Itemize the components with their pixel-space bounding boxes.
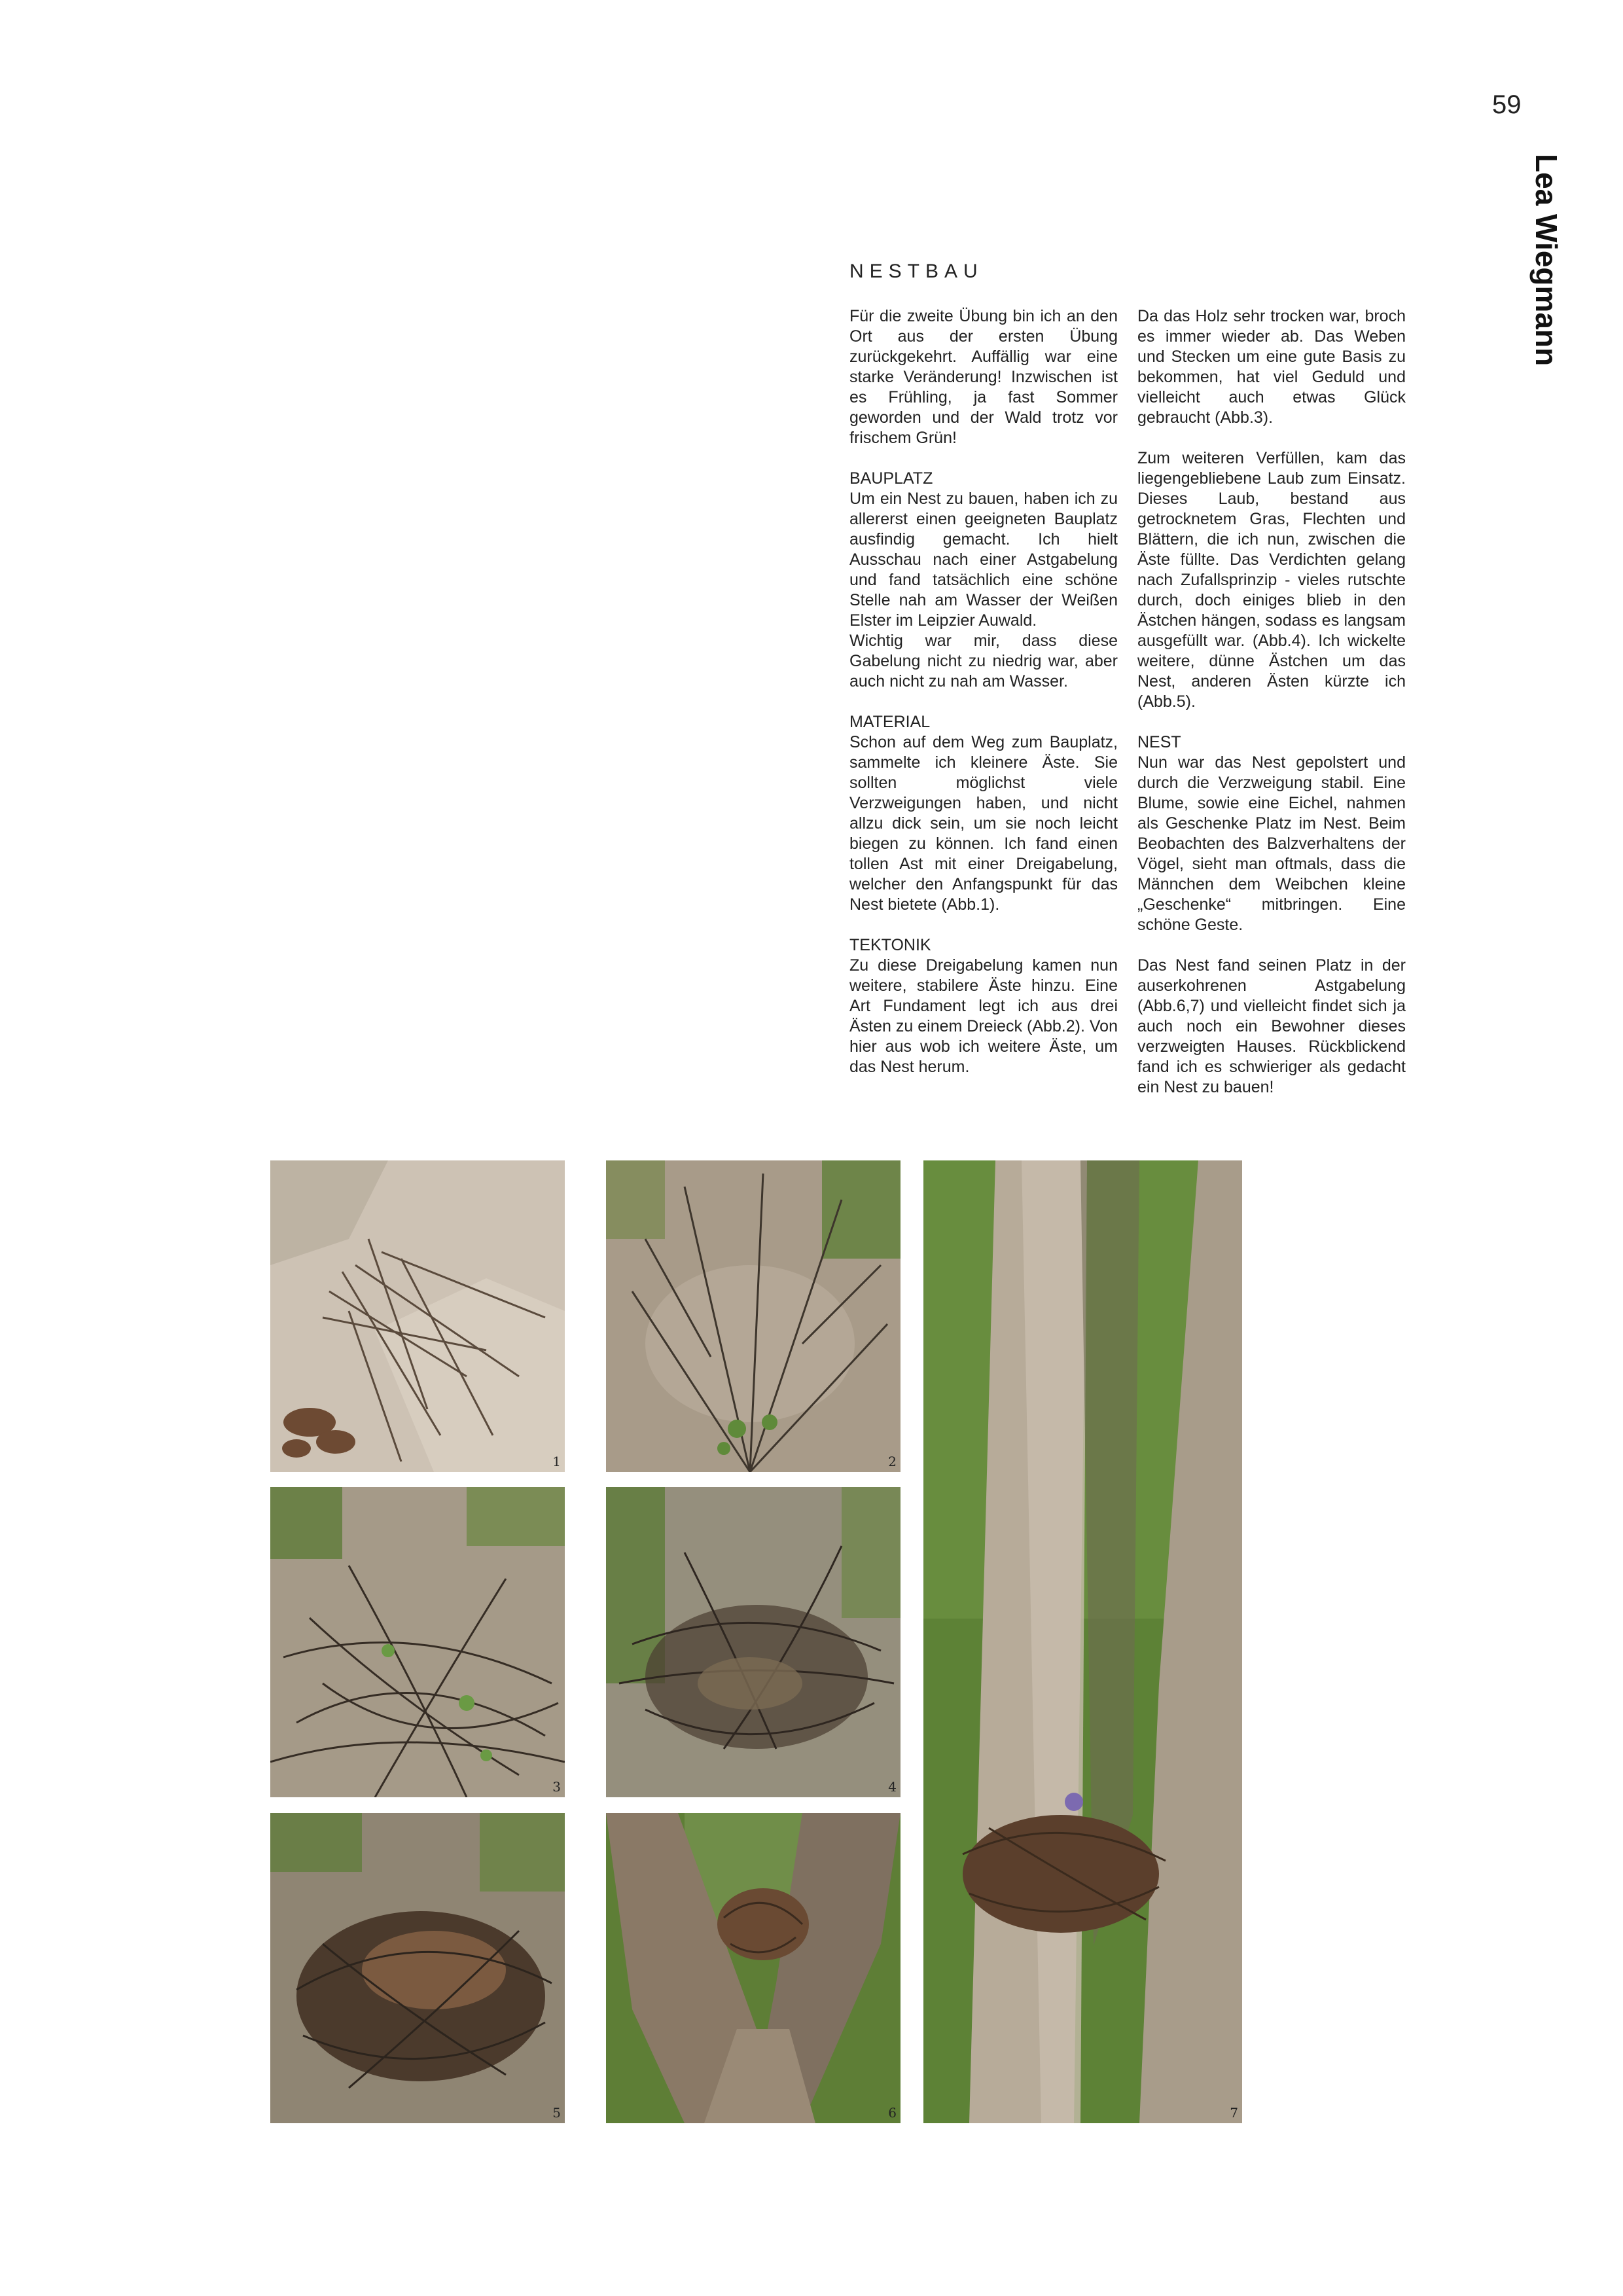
tektonik-text: Zu diese Dreigabelung kamen nun weitere, stabilere Äste hinzu. Eine Art Fundament legt ich aus drei Ästen zu einem Dreieck (Abb.2). Von hier aus wob ich weitere Äste, um das Nest herum. — [849, 956, 1118, 1076]
photo-2-branch-base — [606, 1160, 901, 1472]
section-tektonik — [849, 935, 1118, 1077]
figure-number: 2 — [888, 1454, 897, 1469]
figure-number: 5 — [552, 2105, 561, 2121]
photo-5-finished-nest — [270, 1813, 565, 2123]
paragraph-wood: Da das Holz sehr trocken war, broch es immer wieder ab. Das Weben und Stecken um eine gute Basis zu bekommen, hat viel Geduld und vielleicht auch etwas Glück gebraucht (Abb.3). — [1137, 307, 1406, 427]
bauplatz-heading: BAUPLATZ — [849, 469, 933, 488]
figure-number: 4 — [888, 1779, 897, 1795]
author-name: Lea Wiegmann — [1529, 154, 1563, 367]
photo-1-branches-on-ground — [270, 1160, 565, 1472]
paragraph-conclusion: Das Nest fand seinen Platz in der auserkohrenen Astgabelung (Abb.6,7) und vielleicht findet sich ja auch noch ein Bewohner dieses verzweigten Hauses. Rückblickend fand ich es schwieriger als gedacht ein Nest zu bauen! — [1137, 956, 1406, 1096]
photo-7-nest-between-trunks — [923, 1160, 1242, 2123]
material-text: Schon auf dem Weg zum Bauplatz, sammelte ich kleinere Äste. Sie sollten möglichst viele Verzweigungen haben, und nicht allzu dick sein, um sie noch leicht biegen zu können. Ich fand einen tollen Ast mit einer Dreigabelung, welcher den Anfangspunkt für das Nest bietete (Abb.1). — [849, 733, 1118, 914]
figure-number: 7 — [1230, 2105, 1238, 2121]
intro-paragraph: Für die zweite Übung bin ich an den Ort aus der ersten Übung zurückgekehrt. Auffällig war eine starke Veränderung! Inzwischen ist es Frühling, ja fast Sommer geworden und der Wald trotz vor frischem Grün! — [849, 307, 1118, 447]
figure-number: 1 — [552, 1454, 561, 1469]
section-material — [849, 712, 1118, 915]
section-bauplatz — [849, 469, 1118, 631]
photo-6-nest-in-tree-fork — [606, 1813, 901, 2123]
photo-4-filled-nest — [606, 1487, 901, 1797]
text-column-right — [1137, 306, 1406, 1118]
paragraph-filling: Zum weiteren Verfüllen, kam das liegengebliebene Laub zum Einsatz. Dieses Laub, bestand aus getrocknetem Gras, Flechten und Blättern, die ich nun, zwischen die Äste füllte. Das Verdichten gelang nach Zufallsprinzip - vieles rutschte durch, doch einiges blieb in den Ästchen hängen, sodass es langsam ausgefüllt war. (Abb.4). Ich wickelte weitere, dünne Ästchen um das Nest, anderen Ästen kürzte ich (Abb.5). — [1137, 449, 1406, 711]
figure-number: 6 — [888, 2105, 897, 2121]
material-heading: MATERIAL — [849, 713, 931, 731]
bauplatz-text-2: Wichtig war mir, dass diese Gabelung nicht zu niedrig war, aber auch nicht zu nah am Wasser. — [849, 632, 1118, 691]
nest-text: Nun war das Nest gepolstert und durch die Verzweigung stabil. Eine Blume, sowie eine Eichel, nahmen als Geschenke Platz im Nest. Beim Beobachten des Balzverhaltens der Vögel, sieht man oftmals, dass die Männchen dem Weibchen kleine „Geschenke“ mitbringen. Eine schöne Geste. — [1137, 753, 1406, 934]
page-number: 59 — [1492, 90, 1522, 119]
figure-number: 3 — [552, 1779, 561, 1795]
bauplatz-text: Um ein Nest zu bauen, haben ich zu allererst einen geeigneten Bauplatz ausfindig gemacht. Ich hielt Ausschau nach einer Astgabelung und fand tatsächlich eine schöne Stelle nah am Wasser der Weißen Elster im Leipzier Auwald. — [849, 490, 1118, 630]
article-title: NESTBAU — [849, 260, 984, 282]
text-column-left — [849, 306, 1118, 1098]
nest-heading: NEST — [1137, 733, 1181, 751]
section-nest — [1137, 732, 1406, 935]
tektonik-heading: TEKTONIK — [849, 936, 931, 954]
photo-3-woven-branches — [270, 1487, 565, 1797]
